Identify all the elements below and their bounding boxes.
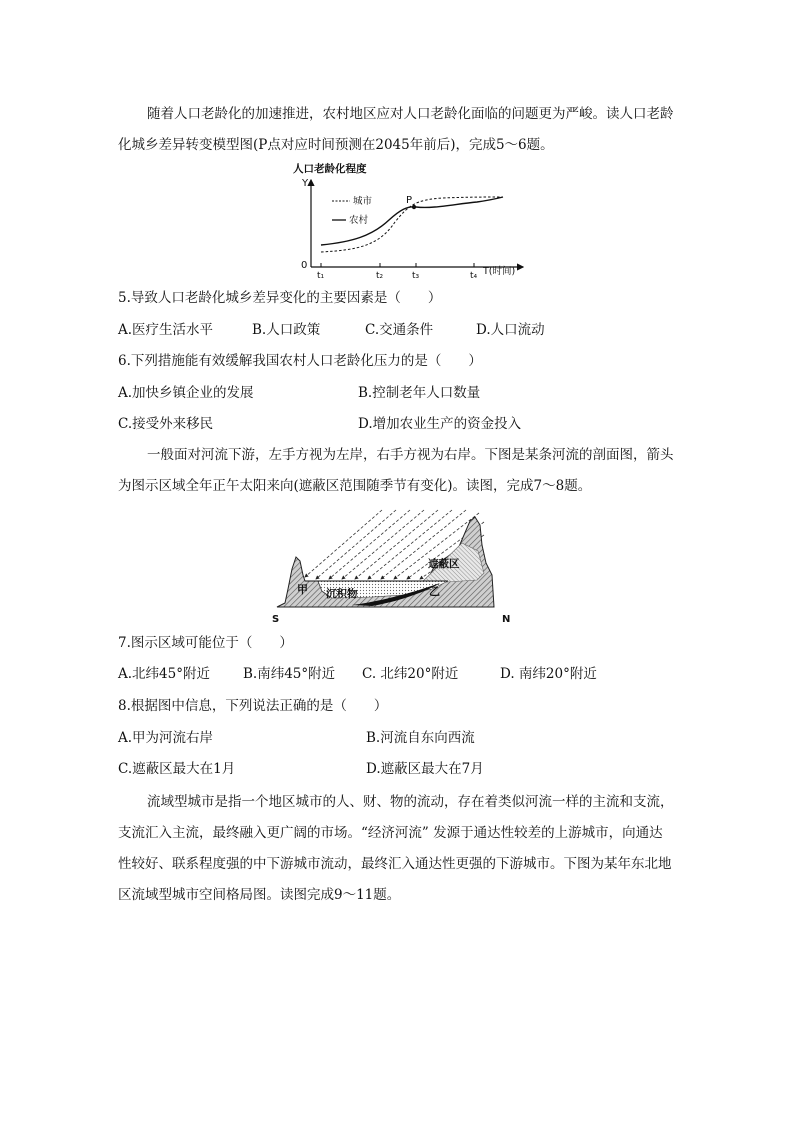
q7-option-b: B.南纬45°附近 — [243, 666, 336, 682]
intro-paragraph-1: 随着人口老龄化的加速推进，农村地区应对人口老龄化面临的问题更为严峻。读人口老龄化城乡差异转变模型图(P点对应时间预测在2045年前后)，完成5～6题。 — [118, 106, 674, 153]
point-p-label: P — [406, 195, 413, 206]
legend-rural: 农村 — [349, 215, 369, 226]
q5-option-b: B.人口政策 — [252, 322, 321, 338]
tick-t2: t₂ — [376, 271, 384, 281]
label-s: S — [272, 614, 280, 625]
label-yi: 乙 — [429, 585, 440, 598]
tick-t3: t₃ — [412, 271, 420, 281]
river-cross-section — [272, 505, 517, 625]
label-shade: 遮蔽区 — [428, 558, 460, 570]
aging-model-chart — [287, 160, 537, 282]
chart-title: 人口老龄化程度 — [293, 163, 367, 175]
q6-option-b: B.控制老年人口数量 — [358, 385, 481, 401]
point-p — [412, 205, 416, 209]
q5-stem: 5.导致人口老龄化城乡差异变化的主要因素是（ ） — [118, 290, 442, 306]
q7-option-a: A.北纬45°附近 — [118, 666, 210, 682]
q8-option-c: C.遮蔽区最大在1月 — [118, 761, 236, 777]
q8-stem: 8.根据图中信息，下列说法正确的是（ ） — [118, 698, 388, 714]
q5-option-c: C.交通条件 — [365, 322, 434, 338]
y-axis-label: Y — [302, 178, 309, 189]
tick-t1: t₁ — [317, 271, 325, 281]
q6-stem: 6.下列措施能有效缓解我国农村人口老龄化压力的是（ ） — [118, 353, 482, 369]
q8-option-b: B.河流自东向西流 — [366, 730, 475, 746]
q6-option-d: D.增加农业生产的资金投入 — [358, 416, 522, 432]
intro-paragraph-3: 流域型城市是指一个地区城市的人、财、物的流动，存在着类似河流一样的主流和支流，支流汇入主流，最终融入更广阔的市场。“经济河流” 发源于通达性较差的上游城市，向通达性较好、联系程度强的中下游城市流动，最终汇入通达性更强的下游城市。下图为某年东北地区流域型城市空间格局图。读图完成9～11题。 — [118, 794, 674, 903]
q8-option-a: A.甲为河流右岸 — [118, 730, 214, 746]
tick-t4: t₄ — [470, 271, 478, 281]
label-sediment: 沉积物 — [326, 588, 358, 600]
q7-option-d: D. 南纬20°附近 — [500, 666, 597, 682]
q6-option-a: A.加快乡镇企业的发展 — [118, 385, 254, 401]
q5-option-a: A.医疗生活水平 — [118, 322, 214, 338]
legend-city: 城市 — [353, 196, 373, 207]
q7-option-c: C. 北纬20°附近 — [362, 666, 459, 682]
intro-paragraph-2: 一般面对河流下游，左手方视为左岸，右手方视为右岸。下图是某条河流的剖面图，箭头为图示区域全年正午太阳来向(遮蔽区范围随季节有变化)。读图，完成7～8题。 — [118, 447, 674, 494]
q5-option-d: D.人口流动 — [476, 322, 545, 338]
label-n: N — [502, 614, 511, 625]
x-axis-label: T(时间) — [483, 266, 516, 277]
label-jia: 甲 — [297, 583, 308, 596]
origin-label: 0 — [301, 260, 308, 271]
q8-option-d: D.遮蔽区最大在7月 — [366, 761, 484, 777]
q6-option-c: C.接受外来移民 — [118, 416, 214, 432]
q7-stem: 7.图示区域可能位于（ ） — [118, 635, 293, 651]
